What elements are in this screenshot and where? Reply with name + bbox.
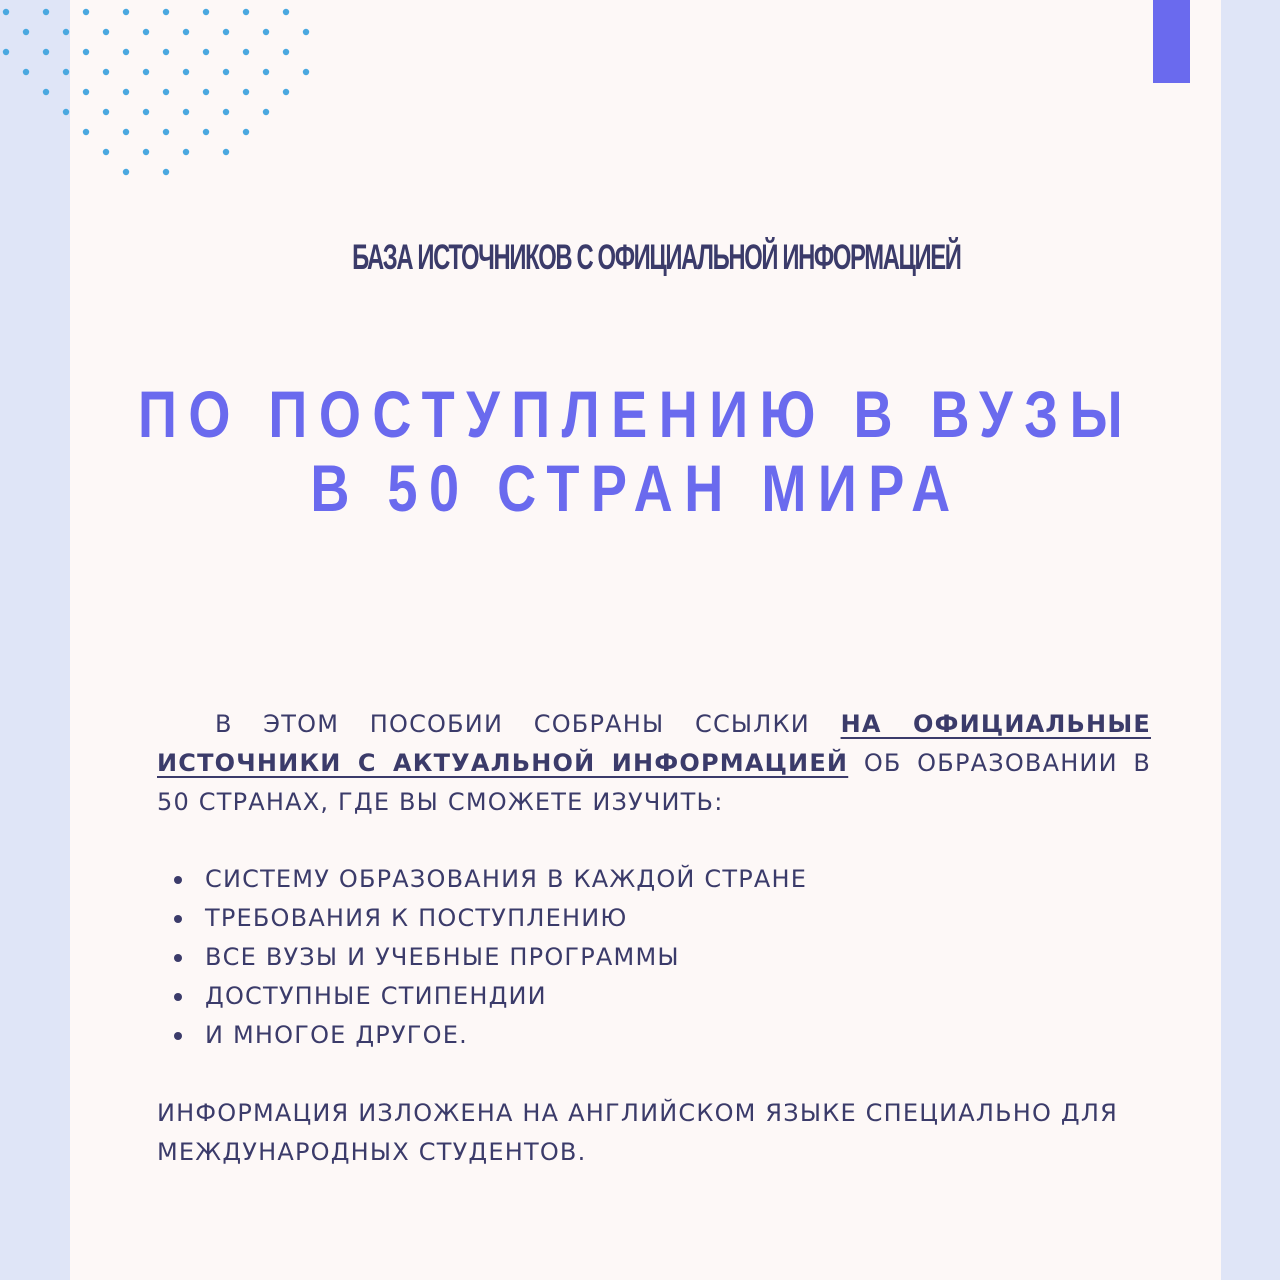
dot <box>283 9 289 15</box>
bullet-icon <box>174 915 182 923</box>
dot <box>283 49 289 55</box>
dot <box>123 9 129 15</box>
dot <box>83 49 89 55</box>
list-item <box>157 938 807 977</box>
bullet-icon <box>174 1032 182 1040</box>
list-item-text: СИСТЕМУ ОБРАЗОВАНИЯ В КАЖДОЙ СТРАНЕ <box>205 865 808 893</box>
dot <box>203 49 209 55</box>
dot <box>223 29 229 35</box>
headline-line-2: В 50 СТРАН МИРА <box>310 451 962 525</box>
dot <box>223 69 229 75</box>
dot <box>163 169 169 175</box>
dot <box>303 29 309 35</box>
intro-text-after: ОБ ОБРАЗОВАНИИ В 50 СТРАНАХ, ГДЕ ВЫ СМОЖЕТЕ ИЗУЧИТЬ: <box>157 749 1152 816</box>
list-item <box>157 1016 807 1055</box>
dot <box>263 29 269 35</box>
official-sources-link[interactable]: НА ОФИЦИАЛЬНЫЕ ИСТОЧНИКИ С АКТУАЛЬНОЙ ИНФОРМАЦИЕЙ <box>157 710 1151 777</box>
dot <box>123 129 129 135</box>
dot <box>63 109 69 115</box>
dot <box>143 109 149 115</box>
dot <box>43 49 49 55</box>
dot <box>203 129 209 135</box>
list-item-text: ВСЕ ВУЗЫ И УЧЕБНЫЕ ПРОГРАММЫ <box>205 943 680 971</box>
dot <box>203 89 209 95</box>
list-item <box>157 899 807 938</box>
bullet-icon <box>174 993 182 1001</box>
dot <box>3 49 9 55</box>
dot <box>243 9 249 15</box>
dot <box>223 109 229 115</box>
list-item <box>157 977 807 1016</box>
dot <box>263 69 269 75</box>
dot <box>263 109 269 115</box>
dot <box>63 29 69 35</box>
outro-paragraph: ИНФОРМАЦИЯ ИЗЛОЖЕНА НА АНГЛИЙСКОМ ЯЗЫКЕ СПЕЦИАЛЬНО ДЛЯ МЕЖДУНАРОДНЫХ СТУДЕНТОВ. <box>157 1099 1118 1166</box>
dot <box>243 89 249 95</box>
dot <box>103 149 109 155</box>
bullet-icon <box>174 876 182 884</box>
dot <box>83 129 89 135</box>
dot <box>163 89 169 95</box>
dot <box>163 129 169 135</box>
dot <box>123 49 129 55</box>
dot <box>43 9 49 15</box>
dot <box>143 69 149 75</box>
dot <box>183 109 189 115</box>
dot <box>103 109 109 115</box>
dot <box>223 149 229 155</box>
headline-line-1: ПО ПОСТУПЛЕНИЮ В ВУЗЫ <box>137 377 1135 451</box>
dot <box>183 149 189 155</box>
dot <box>143 29 149 35</box>
dot <box>83 89 89 95</box>
dot <box>183 69 189 75</box>
dot <box>303 69 309 75</box>
dot <box>43 89 49 95</box>
intro-paragraph <box>157 705 1151 822</box>
bullet-icon <box>174 954 182 962</box>
dot <box>243 129 249 135</box>
list-item <box>157 860 807 899</box>
accent-bar <box>1153 0 1190 83</box>
dot-pattern-decoration <box>0 0 330 180</box>
dot <box>183 29 189 35</box>
dot <box>103 29 109 35</box>
dot <box>163 9 169 15</box>
page-card <box>70 0 1221 1280</box>
dot <box>23 29 29 35</box>
dot <box>283 89 289 95</box>
list-item-text: ТРЕБОВАНИЯ К ПОСТУПЛЕНИЮ <box>205 904 628 932</box>
dot <box>123 89 129 95</box>
page-subtitle: БАЗА ИСТОЧНИКОВ С ОФИЦИАЛЬНОЙ ИНФОРМАЦИЕЙ <box>352 238 961 277</box>
list-item-text: ДОСТУПНЫЕ СТИПЕНДИИ <box>205 982 547 1010</box>
dot <box>203 9 209 15</box>
dot <box>243 49 249 55</box>
dot <box>63 69 69 75</box>
list-item-text: И МНОГОЕ ДРУГОЕ. <box>205 1021 468 1049</box>
dot <box>23 69 29 75</box>
topics-list <box>157 860 807 1055</box>
dot <box>83 9 89 15</box>
intro-text-before: В ЭТОМ ПОСОБИИ СОБРАНЫ ССЫЛКИ <box>215 710 841 738</box>
dot <box>3 9 9 15</box>
dot <box>123 169 129 175</box>
dot <box>163 49 169 55</box>
dot <box>143 149 149 155</box>
dot <box>103 69 109 75</box>
